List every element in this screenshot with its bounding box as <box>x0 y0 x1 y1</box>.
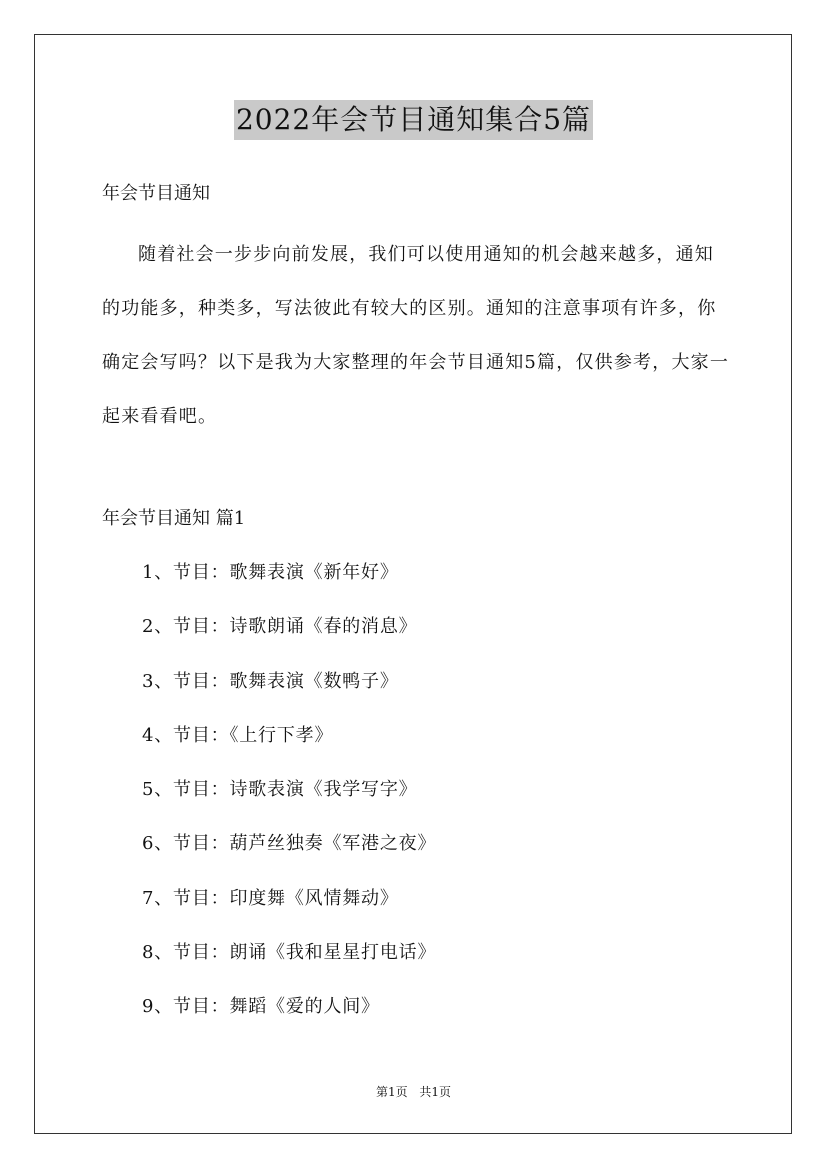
title-container <box>0 100 827 140</box>
page-footer <box>0 1084 827 1100</box>
document-title: 2022年会节目通知集合5篇 <box>234 100 593 140</box>
list-item: 9、节目：舞蹈《爱的人间》 <box>142 996 380 1018</box>
list-item: 3、节目：歌舞表演《数鸭子》 <box>142 670 399 692</box>
intro-heading: 年会节目通知 <box>102 183 210 204</box>
list-item: 5、节目：诗歌表演《我学写字》 <box>142 779 418 801</box>
list-item: 6、节目：葫芦丝独奏《军港之夜》 <box>142 833 437 855</box>
list-item: 4、节目：《上行下孝》 <box>142 724 334 746</box>
list-item: 2、节目：诗歌朗诵《春的消息》 <box>142 616 418 638</box>
page-total: 共1页 <box>419 1085 452 1099</box>
list-item: 8、节目：朗诵《我和星星打电话》 <box>142 942 437 964</box>
program-list <box>142 561 436 1050</box>
section-heading: 年会节目通知 篇1 <box>102 508 246 529</box>
intro-paragraph: 随着社会一步步向前发展，我们可以使用通知的机会越来越多，通知的功能多，种类多，写法彼此有较大的区别。通知的注意事项有许多，你确定会写吗？以下是我为大家整理的年会节目通知5篇，仅供参考，大家一起来看看吧。 <box>102 244 730 427</box>
page-number: 第1页 <box>375 1085 408 1099</box>
list-item: 7、节目：印度舞《风情舞动》 <box>142 887 399 909</box>
list-item: 1、节目：歌舞表演《新年好》 <box>142 562 399 583</box>
